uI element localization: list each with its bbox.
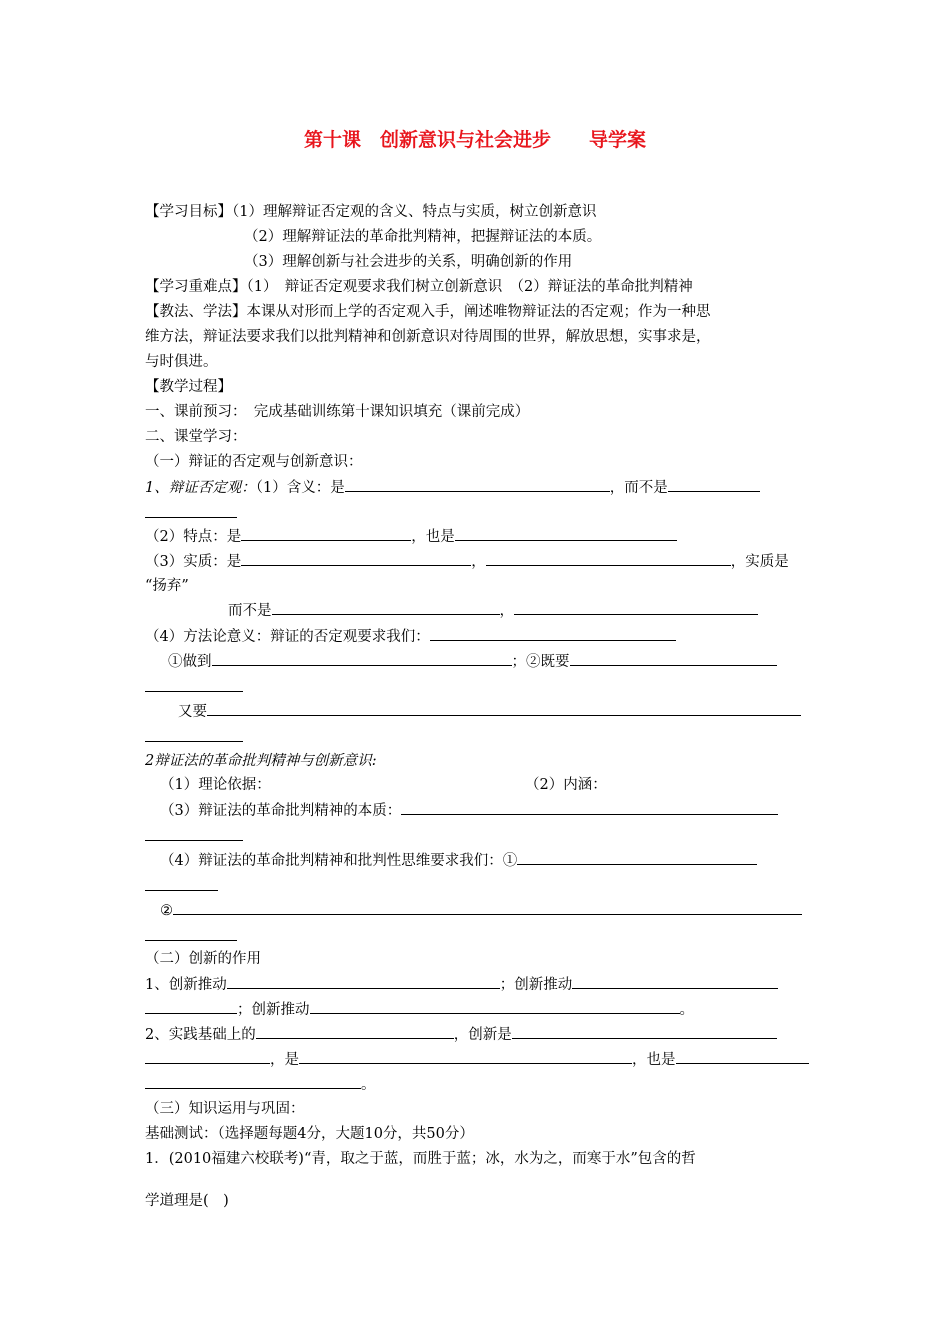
goals-label: 【学习目标】 [145,204,232,220]
part1-heading: （一）辩证的否定观与创新意识： [145,454,363,470]
method-line-1: 【教法、学法】本课从对形而上学的否定观入手，阐述唯物辩证法的否定观；作为一种思 [145,304,711,320]
blank-field[interactable] [145,691,243,692]
do-line: ①做到 ；②既要 [168,652,777,671]
item1-line: 1、辩证否定观：（1）含义：是 ，而不是 [145,478,760,497]
part2-line-2: ；创新推动 。 [145,1000,694,1019]
part2-line-3: 2、实践基础上的 ，创新是 [145,1025,777,1044]
also-line: 又要 [178,702,801,721]
part2-line-4: ，是 ，也是 [145,1050,809,1069]
blank-field[interactable] [570,652,777,666]
req2-line: ② [160,901,802,920]
part3-heading: （三）知识运用与巩固： [145,1101,305,1117]
blank-field[interactable] [145,1050,270,1064]
blank-field[interactable] [668,478,760,492]
blank-field[interactable] [676,1050,809,1064]
blank-field[interactable] [486,552,731,566]
process-label: 【教学过程】 [145,379,232,395]
question-1-cont: 学道理是( ) [145,1193,229,1209]
blank-field[interactable] [227,975,500,989]
blank-field[interactable] [430,627,676,641]
essence-notline: 而不是 ， [228,601,758,620]
nature-line: （3）辩证法的革命批判精神的本质： [160,801,778,820]
blank-field[interactable] [517,851,757,865]
part2-line-1: 1、创新推动 ；创新推动 [145,975,778,994]
blank-field[interactable] [145,840,243,841]
blank-field[interactable] [145,940,237,941]
blank-field[interactable] [241,552,471,566]
blank-field[interactable] [145,517,237,518]
meaning-line: （4）方法论意义：辩证的否定观要求我们： [145,627,676,646]
key-points [145,278,693,296]
blank-field[interactable] [145,1075,361,1089]
blank-field[interactable] [212,652,512,666]
blank-field[interactable] [272,601,500,615]
blank-field[interactable] [512,1025,777,1039]
blank-field[interactable] [514,601,758,615]
page-title: 第十课 创新意识与社会进步 导学案 [303,129,646,151]
key-text: （1） 辩证否定观要求我们树立创新意识 （2）辩证法的革命批判精神 [246,279,693,295]
goal-1: （1）理解辩证否定观的含义、特点与实质，树立创新意识 [232,204,597,220]
part2-line-5: 。 [145,1075,376,1094]
blank-field[interactable] [256,1025,454,1039]
feature-line: （2）特点：是 ，也是 [145,527,677,546]
item2-label: 2辩证法的革命批判精神与创新意识: [145,753,377,769]
blank-field[interactable] [401,801,778,815]
classroom-line: 二、课堂学习： [145,429,247,445]
item1-label: 1、辩证否定观： [145,480,256,496]
goal-2: （2）理解辩证法的革命批判精神，把握辩证法的本质。 [244,229,602,245]
goal-3: （3）理解创新与社会进步的关系，明确创新的作用 [244,254,573,270]
basis-text: （1）理论依据： [160,777,271,793]
blank-field[interactable] [173,901,802,915]
blank-field[interactable] [241,527,411,541]
content-text: （2）内涵： [525,777,607,793]
test-line: 基础测试：（选择题每题4分，大题10分，共50分） [145,1126,474,1142]
learning-goals [145,203,596,221]
blank-field[interactable] [345,478,610,492]
part2-heading: （二）创新的作用 [145,951,261,967]
method-label: 【教法、学法】 [145,304,247,320]
blank-field[interactable] [145,741,243,742]
blank-field[interactable] [145,1000,237,1014]
preview-line: 一、课前预习： 完成基础训练第十课知识填充（课前完成） [145,404,530,420]
req-line: （4）辩证法的革命批判精神和批判性思维要求我们：① [160,851,757,870]
blank-field[interactable] [207,702,801,716]
blank-field[interactable] [455,527,677,541]
question-1: 1．(2010福建六校联考)“青，取之于蓝，而胜于蓝；冰，水为之，而寒于水”包含的哲 [145,1151,696,1167]
method-line-3: 与时俱进。 [145,354,218,370]
method-line-2: 维方法，辩证法要求我们以批判精神和创新意识对待周围的世界，解放思想，实事求是， [145,329,711,345]
blank-field[interactable] [299,1050,632,1064]
blank-field[interactable] [145,890,218,891]
blank-field[interactable] [572,975,778,989]
blank-field[interactable] [310,1000,680,1014]
key-label: 【学习重难点】 [145,279,247,295]
essence-line: （3）实质：是 ， ，实质是 [145,554,789,570]
essence-yangqi: “扬弃” [145,578,189,594]
